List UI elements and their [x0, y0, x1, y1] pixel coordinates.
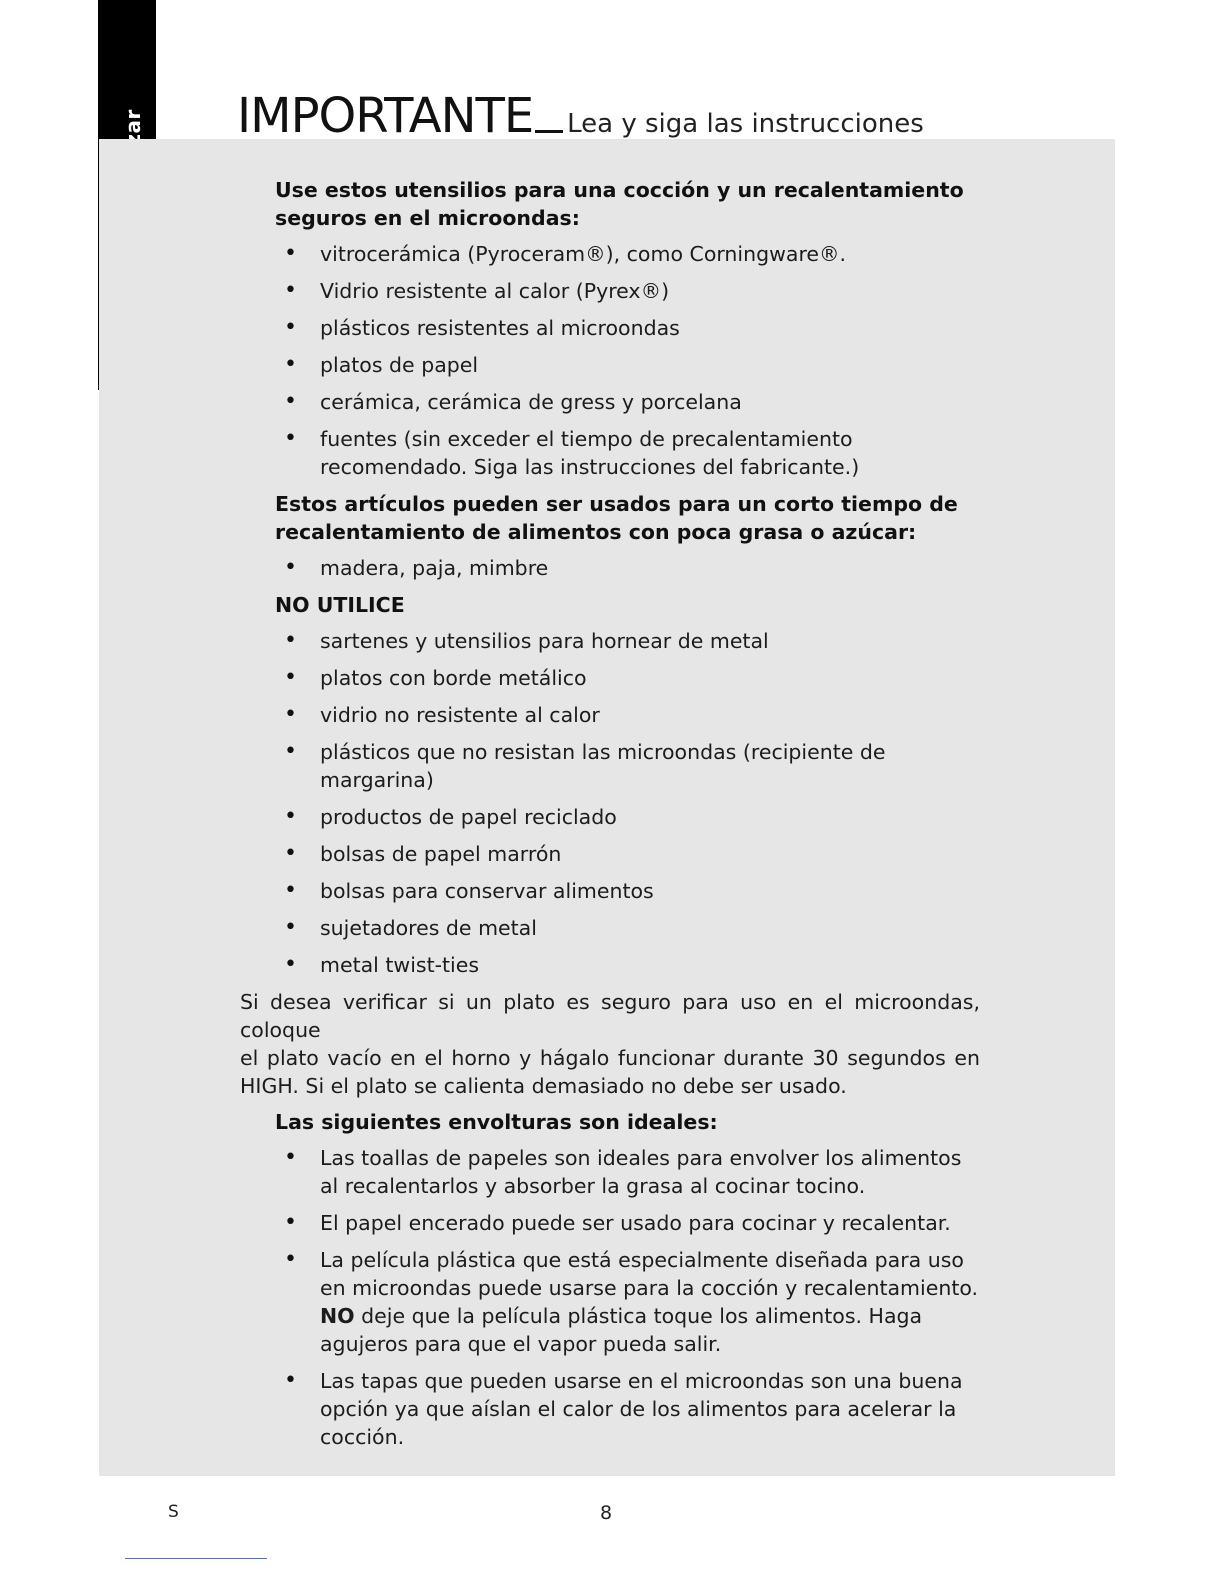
film-text: La película plástica que está especialmente diseñada para uso en microondas puede usarse para la cocción y recalentamiento.	[320, 1248, 979, 1300]
page-content	[240, 176, 980, 1460]
list-item: • plásticos que no resistan las microondas (recipiente de margarina)	[240, 738, 980, 794]
list-item-plastic-film	[240, 1246, 980, 1358]
dish-test-paragraph	[240, 988, 980, 1100]
list-item: • bolsas de papel marrón	[240, 840, 980, 868]
list-item: • sartenes y utensilios para hornear de metal	[240, 627, 980, 655]
list-item: • cerámica, cerámica de gress y porcelana	[240, 388, 980, 416]
list-item: • metal twist-ties	[240, 951, 980, 979]
paragraph-line: el plato vacío en el horno y hágalo funcionar durante 30 segundos en	[240, 1046, 980, 1070]
paragraph-line: HIGH. Si el plato se calienta demasiado no debe ser usado.	[240, 1074, 847, 1098]
list-item: • vidrio no resistente al calor	[240, 701, 980, 729]
page-heading	[237, 88, 924, 144]
list-item: • platos de papel	[240, 351, 980, 379]
page-number: 8	[600, 1502, 613, 1524]
safe-utensils-list	[240, 240, 980, 481]
film-emphasis: NO	[320, 1304, 355, 1328]
footer-mark: S	[168, 1502, 179, 1522]
short-use-heading: Estos artículos pueden ser usados para un corto tiempo de recalentamiento de alimentos con poca grasa o azúcar:	[275, 492, 958, 544]
list-item: • El papel encerado puede ser usado para cocinar y recalentar.	[240, 1209, 980, 1237]
footer-rule	[125, 1558, 267, 1559]
list-item: • Las tapas que pueden usarse en el microondas son una buena opción ya que aíslan el calor de los alimentos para acelerar la cocción.	[240, 1367, 980, 1451]
list-item: • plásticos resistentes al microondas	[240, 314, 980, 342]
film-text-after: deje que la película plástica toque los alimentos. Haga agujeros para que el vapor pueda salir.	[320, 1304, 923, 1356]
do-not-use-list	[240, 627, 980, 979]
list-item: • sujetadores de metal	[240, 914, 980, 942]
short-use-list	[240, 554, 980, 582]
list-item: • fuentes (sin exceder el tiempo de precalentamiento recomendado. Siga las instrucciones del fabricante.)	[240, 425, 980, 481]
heading-dash	[535, 130, 563, 133]
do-not-use-heading: NO UTILICE	[275, 593, 405, 617]
list-item: • productos de papel reciclado	[240, 803, 980, 831]
wraps-list	[240, 1144, 980, 1451]
list-item: • vitrocerámica (Pyroceram®), como Corningware®.	[240, 240, 980, 268]
paragraph-line: Si desea verificar si un plato es seguro para uso en el microondas, coloque	[240, 990, 980, 1042]
list-item: • platos con borde metálico	[240, 664, 980, 692]
safe-utensils-heading: Use estos utensilios para una cocción y un recalentamiento seguros en el microondas:	[275, 178, 964, 230]
list-item: • bolsas para conservar alimentos	[240, 877, 980, 905]
heading-sub: Lea y siga las instrucciones	[567, 109, 924, 139]
list-item: • madera, paja, mimbre	[240, 554, 980, 582]
list-item: • Vidrio resistente al calor (Pyrex®)	[240, 277, 980, 305]
heading-main: IMPORTANTE	[237, 88, 534, 144]
list-item: • Las toallas de papeles son ideales para envolver los alimentos al recalentarlos y absorber la grasa al cocinar tocino.	[240, 1144, 980, 1200]
wraps-heading: Las siguientes envolturas son ideales:	[275, 1110, 718, 1134]
